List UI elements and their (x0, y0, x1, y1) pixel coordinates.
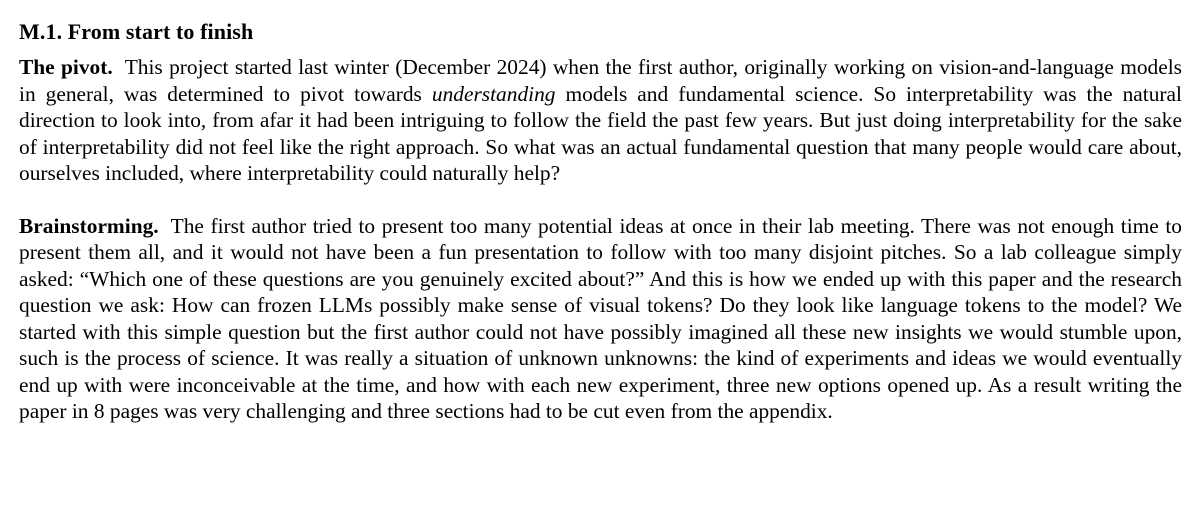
paragraph-title-pivot: The pivot. (19, 55, 113, 79)
paragraph-text-brainstorming: The first author tried to present too many potential ideas at once in their lab meeting. There was not enough time to present them all, and it would not have been a fun presentation to follow with too many disjoint pitches. So a lab colleague simply asked: “Which one of these questions are you genuinely excited about?” And this is how we ended up with this paper and the research question we ask: How can frozen LLMs possibly make sense of visual tokens? Do they look like language tokens to the model? We started with this simple question but the first author could not have possibly imagined all these new insights we would stumble upon, such is the process of science. It was really a situation of unknown unknowns: the kind of experiments and ideas we would eventually end up with were inconceivable at the time, and how with each new experiment, three new options opened up. As a result writing the paper in 8 pages was very challenging and three sections had to be cut even from the appendix. (19, 213, 1182, 423)
paragraph-pivot (19, 54, 1182, 187)
emphasis-understanding: understanding (431, 81, 556, 106)
paragraph-text-pivot-end: models and fundamental science. So interpretability was the natural direction to look into, from afar it had been intriguing to follow the field the past few years. But just doing interpretability for the sake of interpretability did not feel like the right approach. So what was an actual fundamental question that many people would care about, ourselves included, where interpretability could naturally help? (19, 81, 1182, 185)
section-heading: M.1. From start to finish (19, 19, 254, 44)
paragraph-text-pivot-start: This project started last winter (December 2024) when the first author, originally working on vision-and-language models in general, was determined to pivot towards (19, 55, 1182, 106)
paragraph-brainstorming (19, 213, 1182, 425)
paragraph-title-brainstorming: Brainstorming. (19, 213, 159, 238)
